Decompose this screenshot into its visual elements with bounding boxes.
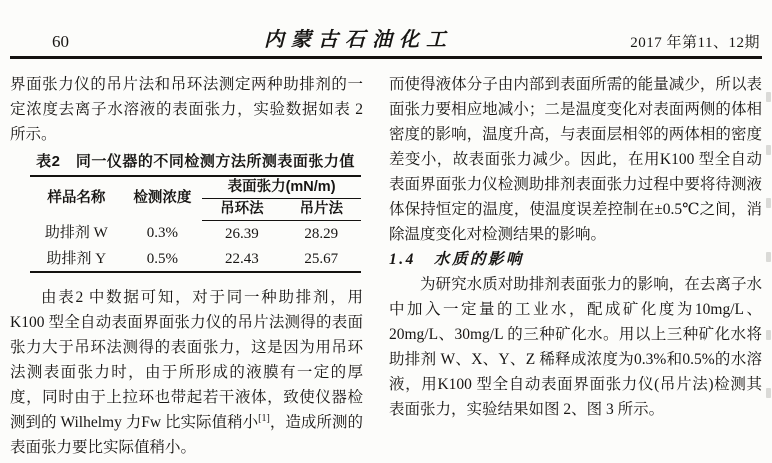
table2-block [30, 151, 361, 273]
scan-artifact [766, 330, 771, 340]
discussion-text-after-ref: ，造成所测的表面张力要比实际值稍小。 [10, 414, 363, 456]
page-number: 60 [52, 32, 69, 51]
scan-artifact [766, 388, 771, 398]
table2 [30, 175, 361, 273]
cell-plate-value: 28.29 [304, 225, 339, 242]
cell-sample: 助排剂 W [44, 225, 108, 242]
article-body [10, 59, 762, 460]
running-head [10, 0, 762, 59]
col-header-concentration: 检测浓度 [133, 190, 192, 207]
right-column [389, 72, 762, 460]
discussion-text: 由表2 中数据可知，对于同一种助排剂，用K100 型全自动表面界面张力仪的吊片法测得的表面张力大于吊环法测得的表面张力，这是因为用吊环法测表面张力时，由于所形成的液膜有一定的厚度，同时由于上拉环也带起若干液体，致使仪器检测到的 Wilhelmy 力Fw 比实际值稍小 [10, 289, 363, 431]
cell-concentration: 0.3% [146, 225, 179, 242]
scan-artifact [766, 145, 771, 155]
paragraph-temperature-effect: 而使得液体分子由内部到表面所需的能量减少，所以表面张力要相应地减小；二是温度变化对表面两侧的体相密度的影响，温度升高，与表面层相邻的两体相的密度差变小，故表面张力减少。因此，在用K100 型全自动表面界面张力仪检测助排剂表面张力过程中要将待测液体保持恒定的温度，使温度误差控制在±0.5℃之间，消除温度变化对检测结果的影响。 [389, 76, 762, 243]
col-header-sample: 样品名称 [47, 190, 106, 207]
scan-artifact [766, 252, 771, 262]
scan-artifact [766, 92, 771, 102]
cell-sample: 助排剂 Y [46, 250, 107, 267]
table2-caption: 表2 同一仪器的不同检测方法所测表面张力值 [36, 153, 355, 170]
journal-title: 内蒙古石油化工 [264, 29, 453, 51]
section-heading-1-4: 1.4 水质的影响 [389, 251, 524, 268]
paragraph-water-quality: 为研究水质对助排剂表面张力的影响，在去离子水中加入一定量的工业水，配成矿化度为10mg/L、20mg/L、30mg/L 的三种矿化水。用以上三种矿化水将助排剂 W、X、Y、Z 稀释成浓度为0.3%和0.5%的水溶液，用K100 型全自动表面界面张力仪(吊片法)检测其表面张力，实验结果如图 2、图 3 所示。 [389, 276, 762, 418]
table-row [30, 221, 361, 247]
cell-concentration: 0.5% [146, 250, 179, 267]
issue-info: 2017 年第11、12期 [630, 35, 760, 51]
col-header-plate-method: 吊片法 [282, 199, 361, 221]
cell-ring-value: 22.43 [224, 250, 259, 267]
cell-ring-value: 26.39 [224, 225, 259, 242]
paragraph-intro: 界面张力仪的吊片法和吊环法测定两种助排剂的一定浓度去离子水溶液的表面张力，实验数据如表 2 所示。 [10, 76, 363, 143]
table-row [30, 246, 361, 272]
col-header-ring-method: 吊环法 [202, 199, 281, 221]
scan-artifact [766, 198, 771, 208]
paragraph-discussion [10, 285, 363, 460]
table2-header-row-1 [30, 176, 361, 199]
cell-plate-value: 25.67 [304, 250, 339, 267]
col-header-tension-group: 表面张力(mN/m) [202, 176, 361, 199]
citation-ref: [1] [258, 412, 270, 424]
left-column [10, 72, 363, 460]
